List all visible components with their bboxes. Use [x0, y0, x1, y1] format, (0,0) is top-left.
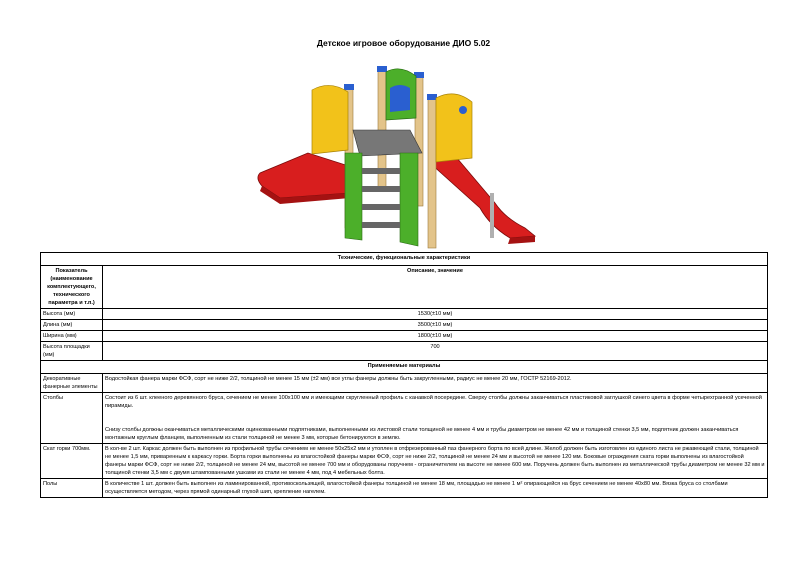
char-value: 1800(±10 мм)	[103, 331, 768, 342]
table-row	[41, 393, 768, 444]
material-name: Декоративные фанерные элементы	[41, 374, 103, 393]
material-desc: Водостойкая фанера марки ФСФ, сорт не ниже 2/2, толщиной не менее 15 мм (±2 мм) все углы фанеры должны быть закругленными, радиус не менее 20 мм, ГОСТР 52169-2012.	[103, 374, 768, 393]
playground-illustration	[250, 58, 550, 250]
section-characteristics: Технические, функциональные характеристики	[41, 253, 768, 266]
table-row	[41, 309, 768, 320]
char-name: Высота площадки (мм)	[41, 342, 103, 361]
header-description: Описание, значение	[103, 266, 768, 309]
table-row	[41, 479, 768, 498]
char-name: Высота (мм)	[41, 309, 103, 320]
material-desc-cell	[103, 393, 768, 444]
table-row	[41, 342, 768, 361]
left-slide	[258, 153, 355, 204]
table-row	[41, 331, 768, 342]
material-desc: Состоит из 6 шт. клееного деревянного бруса, сечением не менее 100х100 мм и имеющими скругленный профиль с канавкой посередине. Сверху столбы должны заканчиваться пластиковой заглушкой синего цвета в форме четырехгранной усеченной пирамиды.	[105, 395, 762, 409]
char-value: 3500(±10 мм)	[103, 320, 768, 331]
material-name: Полы	[41, 479, 103, 498]
platform	[353, 130, 422, 156]
section-materials: Применяемые материалы	[41, 361, 768, 374]
char-value: 700	[103, 342, 768, 361]
table-row	[41, 320, 768, 331]
table-row	[41, 444, 768, 479]
header-indicator: Показатель (наименование комплектующего, технического параметра и т.п.)	[41, 266, 103, 309]
char-name: Длина (мм)	[41, 320, 103, 331]
spec-table	[40, 252, 768, 498]
char-value: 1530(±10 мм)	[103, 309, 768, 320]
char-name: Ширина (мм)	[41, 331, 103, 342]
material-name: Столбы	[41, 393, 103, 444]
material-desc: В кол-ве 2 шт. Каркас должен быть выполнен из профильной трубы сечением не менее 50х25х2 мм и утоплен в отфрезерованный паз фанерного борта по всей длине. Желоб должен быть изготовлен из единого листа не ржавеющей стали, толщиной не менее 1,5 мм, приваренным к каркасу горки. Борта горки выполнены из влагостойкой фанеры марки ФСФ, сорт не ниже 2/2, толщиной не менее 24 мм и высотой не менее 120 мм. Боковые ограждения ската горки выполнены из влагостойкой фанеры марки ФСФ, сорт не ниже 2/2, толщиной не менее 24 мм, высотой не менее 700 мм и оборудованы поручнем - ограничителем на высоте не менее 600 мм. Поручень должен быть выполнен из металлической трубы диаметром не менее 32 мм и толщиной стенки 3,5 мм с двумя штампованными ушками из стали не менее 4 мм, под 4 мебельных болта.	[103, 444, 768, 479]
material-desc-continued: Снизу столбы должны оканчиваться металлическими оцинкованными подпятниками, выполненными из листовой стали толщиной не менее 4 мм и трубы диаметром не менее 42 мм и толщиной стенки 3,5 мм, подпятник должен заканчиваться монтажным круглым фланцем, выполненным из стали толщиной не менее 3 мм, которые бетонируются в землю.	[105, 427, 739, 441]
material-desc: В количестве 1 шт. должен быть выполнен из ламинированной, противоскользящей, влагостойкой фанеры толщиной не менее 18 мм, площадью не менее 1 м² опирающейся на брус сечением не менее 40х80 мм. Вязка бруса со столбами осуществляется методом, через прямой одинарный глухой шип, крепление нагелем.	[103, 479, 768, 498]
material-name: Скат горки 700мм.	[41, 444, 103, 479]
table-row	[41, 374, 768, 393]
page-title: Детское игровое оборудование ДИО 5.02	[316, 38, 491, 48]
